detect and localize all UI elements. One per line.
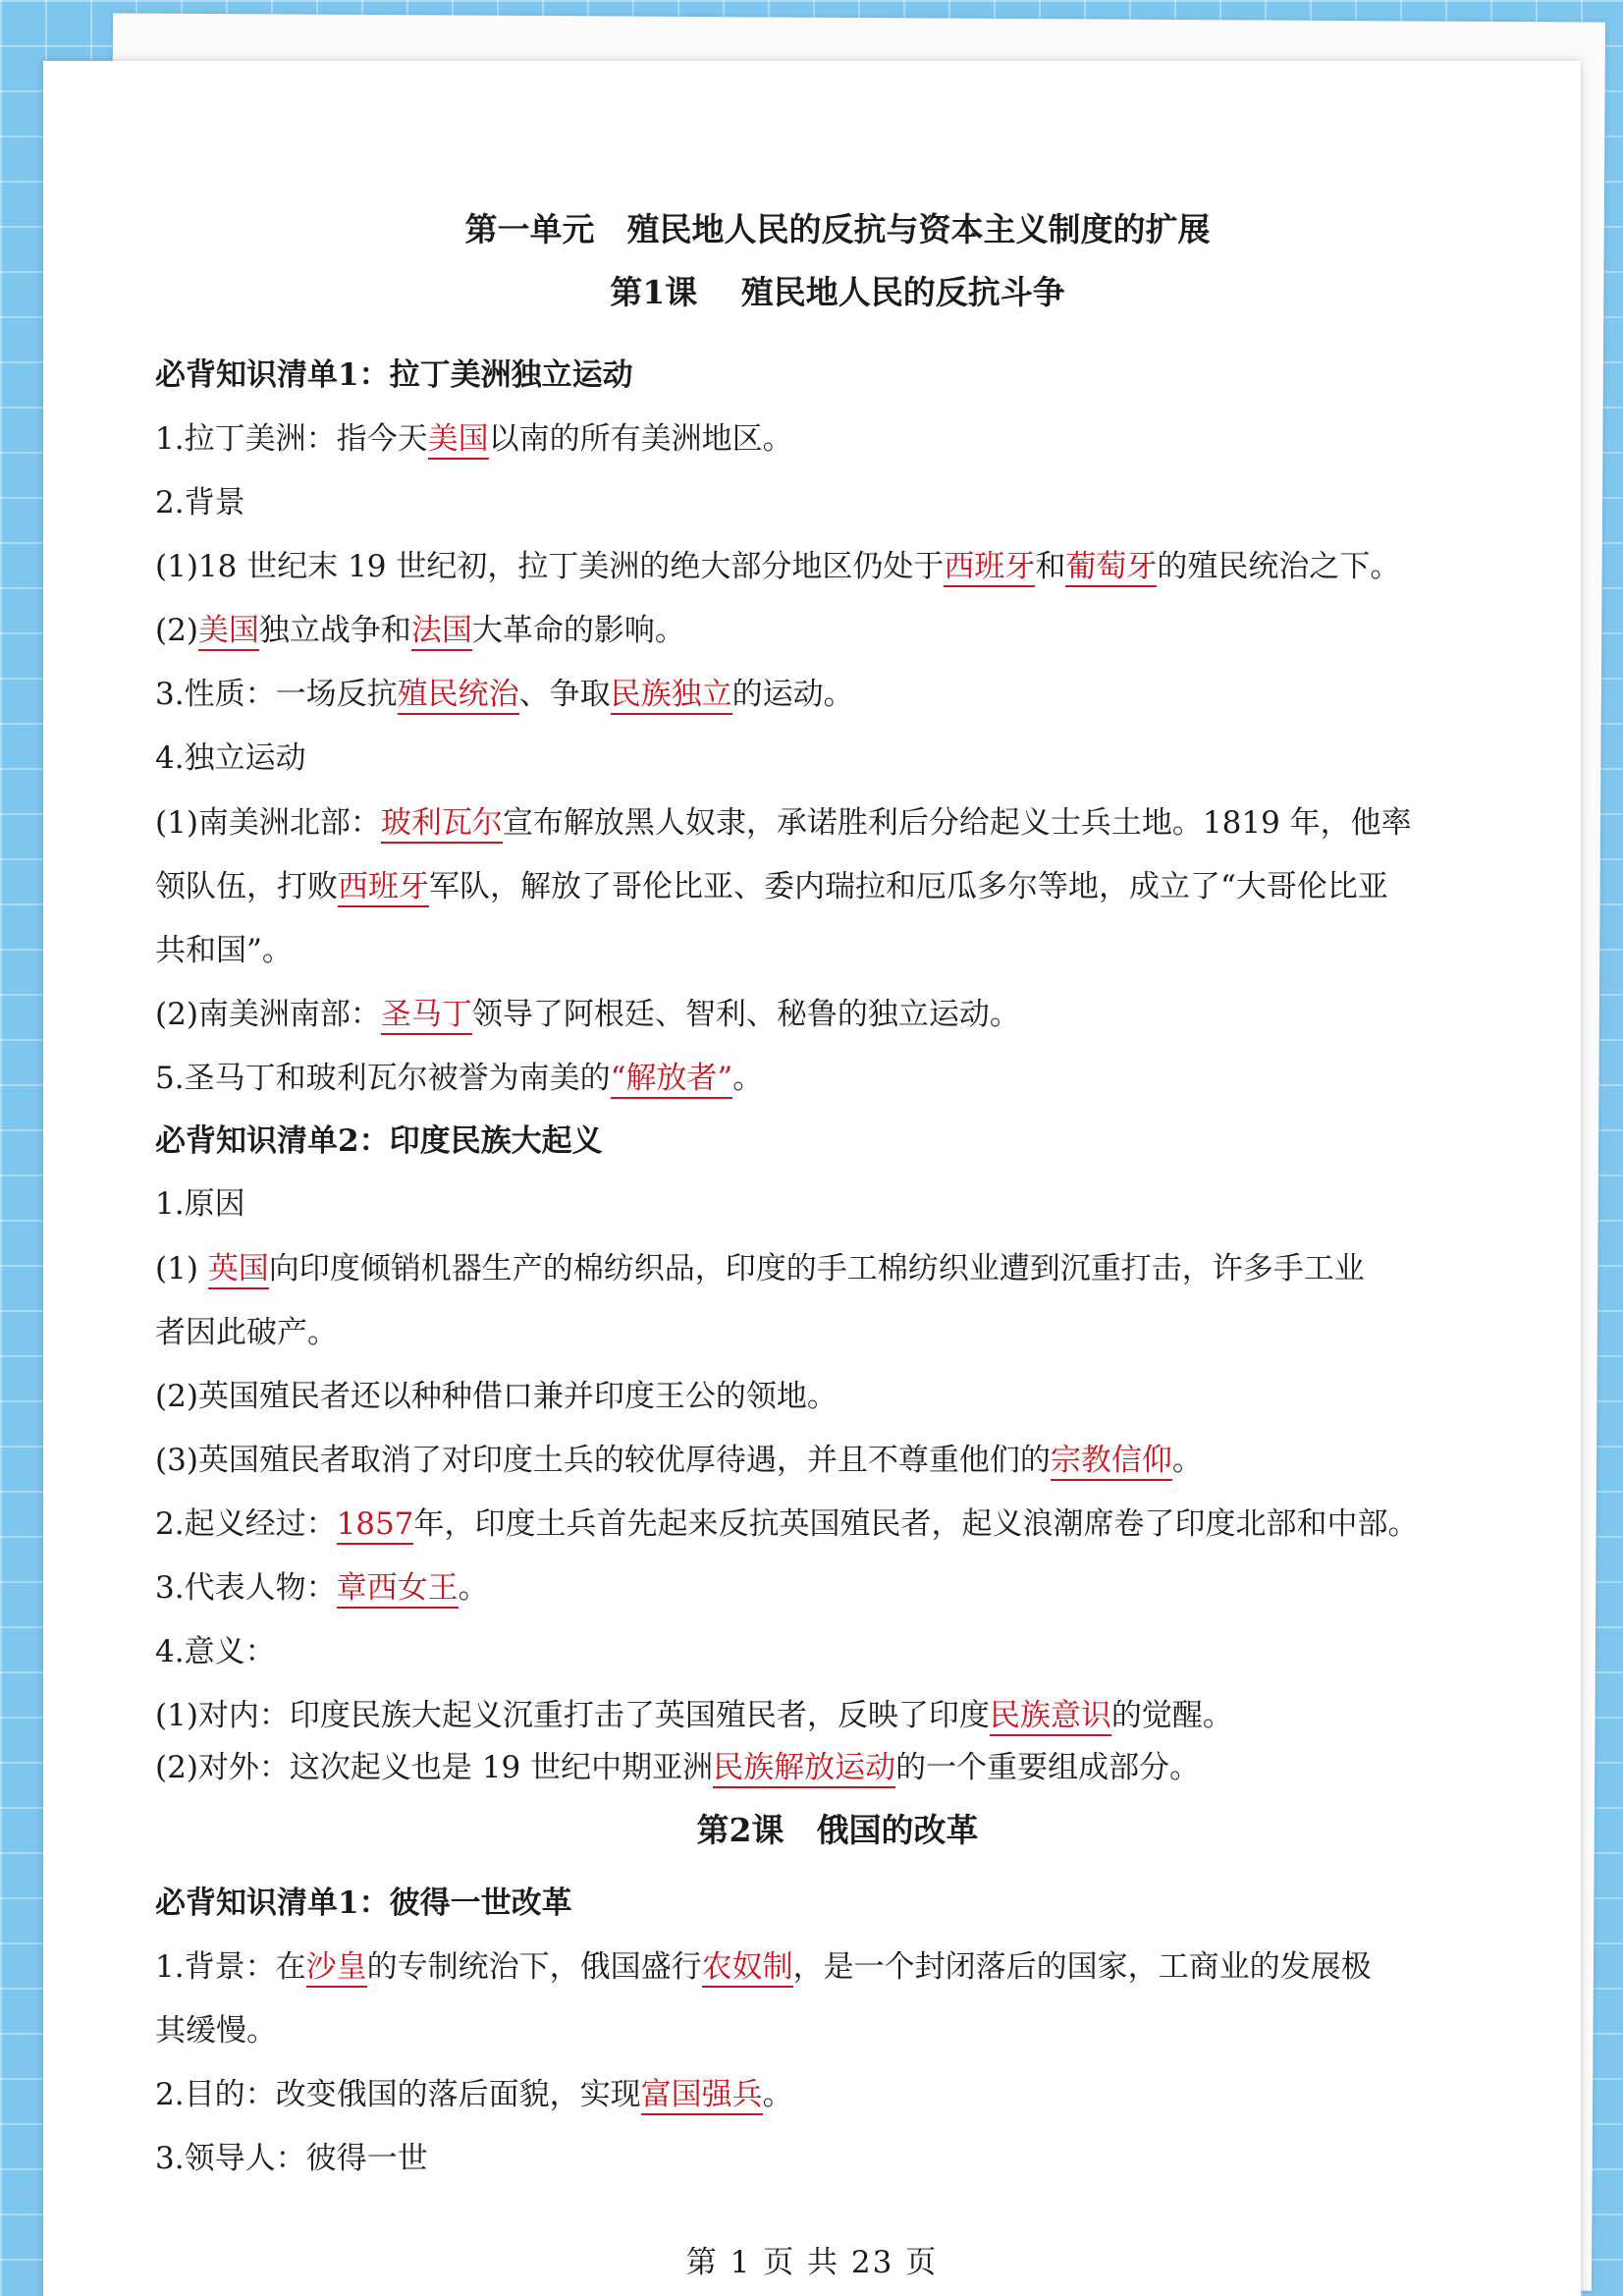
answer-blank: 民族意识	[990, 1698, 1111, 1736]
section3-heading: 必背知识清单1：彼得一世改革	[155, 1886, 572, 1921]
text: 向印度倾销机器生产的棉纺织品，印度的手工棉纺织业遭到沉重打击，许多手工业	[268, 1251, 1365, 1286]
text: 军队，解放了哥伦比亚、委内瑞拉和厄瓜多尔等地，成立了“大哥伦比亚	[429, 869, 1388, 904]
answer-blank: 西班牙	[338, 869, 429, 907]
text: 的运动。	[731, 677, 854, 712]
text: (1)对内：印度民族大起义沉重打击了英国殖民者，反映了印度	[155, 1698, 990, 1733]
s1-line-4	[155, 611, 685, 650]
answer-blank: 玻利瓦尔	[381, 805, 503, 844]
text: ，是一个封闭落后的国家，工商业的发展极	[792, 1949, 1372, 1985]
answer-blank: 农奴制	[702, 1949, 793, 1988]
answer-blank: 殖民统治	[398, 677, 519, 715]
text: 的专制统治下，俄国盛行	[366, 1949, 702, 1985]
text: 宣布解放黑人奴隶，承诺胜利后分给起义士兵土地。1819 年，他率	[502, 805, 1412, 841]
unit-title: 第一单元 殖民地人民的反抗与资本主义制度的扩展	[464, 210, 1211, 248]
text: 领导了阿根廷、智利、秘鲁的独立运动。	[471, 997, 1020, 1032]
text: (2)	[155, 613, 198, 648]
s2-line-5	[155, 1441, 1203, 1480]
answer-blank: 法国	[411, 613, 472, 651]
s2-line-1: 1.原因	[155, 1186, 245, 1222]
answer-blank: 1857	[337, 1506, 414, 1545]
answer-blank: 英国	[208, 1251, 269, 1289]
s2-line-4: (2)英国殖民者还以种种借口兼并印度王公的领地。	[155, 1379, 838, 1414]
text: 。	[1171, 1443, 1203, 1478]
s1-line-7	[155, 803, 1412, 843]
page-number-footer: 第 1 页 共 23 页	[685, 2245, 939, 2280]
text: (1)18 世纪末 19 世纪初，拉丁美洲的绝大部分地区仍处于	[155, 549, 945, 584]
text: 、争取	[518, 677, 611, 712]
s2-line-6	[155, 1504, 1418, 1544]
s1-line-2: 2.背景	[155, 485, 245, 520]
s2-line-7	[155, 1568, 489, 1608]
text: 3.代表人物：	[155, 1570, 337, 1606]
section2-heading: 必背知识清单2：印度民族大起义	[155, 1123, 603, 1159]
answer-blank: 美国	[198, 613, 259, 651]
text: 的殖民统治之下。	[1157, 549, 1401, 584]
s2-line-10	[155, 1748, 1200, 1787]
answer-blank: “解放者”	[611, 1061, 733, 1099]
text: 领队伍，打败	[155, 869, 338, 904]
text: (1)南美洲北部：	[155, 805, 381, 841]
answer-blank: 圣马丁	[381, 997, 472, 1035]
s1-line-5	[155, 675, 854, 714]
s2-line-9	[155, 1696, 1233, 1735]
text: 年，印度土兵首先起来反抗英国殖民者，起义浪潮席卷了印度北部和中部。	[413, 1506, 1419, 1542]
text: 以南的所有美洲地区。	[488, 421, 793, 457]
answer-blank: 葡萄牙	[1065, 549, 1157, 587]
answer-blank: 宗教信仰	[1051, 1443, 1172, 1481]
text: 。	[762, 2077, 793, 2112]
text: 独立战争和	[258, 613, 411, 648]
text: 1.拉丁美洲：指今天	[155, 421, 428, 457]
answer-blank: 富国强兵	[641, 2077, 763, 2115]
s1-line-1	[155, 419, 793, 459]
answer-blank: 沙皇	[306, 1949, 367, 1988]
answer-blank: 民族独立	[611, 677, 732, 715]
s3-line-1	[155, 1947, 1372, 1987]
s3-line-4: 3.领导人：彼得一世	[155, 2141, 428, 2176]
s3-line-2: 其缓慢。	[155, 2013, 277, 2049]
text: 的觉醒。	[1110, 1698, 1233, 1733]
text: (2)对外：这次起义也是 19 世纪中期亚洲	[155, 1750, 714, 1785]
s2-line-8: 4.意义：	[155, 1634, 276, 1669]
s1-line-6: 4.独立运动	[155, 740, 306, 776]
text: 大革命的影响。	[471, 613, 685, 648]
s2-line-2	[155, 1249, 1365, 1288]
text: 2.目的：改变俄国的落后面貌，实现	[155, 2077, 641, 2112]
section1-heading: 必背知识清单1：拉丁美洲独立运动	[155, 357, 633, 393]
answer-blank: 西班牙	[944, 549, 1035, 587]
answer-blank: 章西女王	[337, 1570, 459, 1609]
s3-line-3	[155, 2075, 793, 2114]
text: 5.圣马丁和玻利瓦尔被誉为南美的	[155, 1061, 611, 1096]
text: 。	[732, 1061, 764, 1096]
text: 和	[1035, 549, 1066, 584]
s1-line-8	[155, 867, 1388, 906]
text: (3)英国殖民者取消了对印度土兵的较优厚待遇，并且不尊重他们的	[155, 1443, 1051, 1478]
text: 1.背景：在	[155, 1949, 306, 1985]
text: 2.起义经过：	[155, 1506, 337, 1542]
answer-blank: 民族解放运动	[713, 1750, 895, 1788]
s2-line-3: 者因此破产。	[155, 1315, 338, 1350]
answer-blank: 美国	[428, 421, 489, 460]
text: (1)	[155, 1251, 208, 1286]
s1-line-10	[155, 995, 1020, 1034]
document-page	[43, 61, 1581, 2296]
lesson1-title: 第1课 殖民地人民的反抗斗争	[610, 273, 1065, 311]
text: 的一个重要组成部分。	[895, 1750, 1201, 1785]
s1-line-9: 共和国”。	[155, 933, 293, 968]
s1-line-3	[155, 547, 1400, 586]
text: 。	[458, 1570, 489, 1606]
text: 3.性质：一场反抗	[155, 677, 398, 712]
lesson2-title: 第2课 俄国的改革	[696, 1811, 979, 1849]
s1-line-11	[155, 1059, 763, 1098]
text: (2)南美洲南部：	[155, 997, 381, 1032]
